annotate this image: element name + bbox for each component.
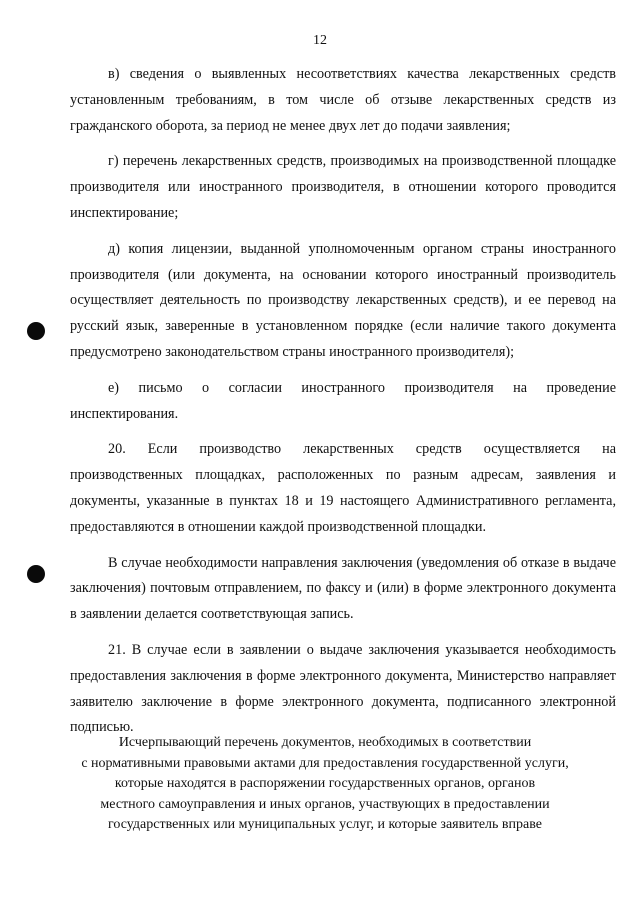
section-heading-line: местного самоуправления и иных органов, участвующих в предоставлении xyxy=(100,796,550,812)
section-heading-line: государственных или муниципальных услуг, и которые заявитель вправе xyxy=(108,817,542,832)
paragraph-21: 21. В случае если в заявлении о выдаче заключения указывается необходимость предоставления заключения в форме электронного документа, Министерство направляет заявителю заключение в форме электронного документа, подписанного электронной подписью. xyxy=(70,641,616,736)
section-heading xyxy=(60,733,590,836)
paragraph-g: г) перечень лекарственных средств, производимых на производственной площадке производителя или иностранного производителя, в отношении которого проводится инспектирование; xyxy=(70,153,616,221)
paragraph-20: 20. Если производство лекарственных средств осуществляется на производственных площадках, расположенных по разным адресам, заявления и документы, указанные в пунктах 18 и 19 настоящего Административного регламента, предоставляются в отношении каждой производственной площадки. xyxy=(70,441,616,535)
punch-hole-mark xyxy=(27,565,45,583)
paragraph-e: е) письмо о согласии иностранного производителя на проведение инспектирования. xyxy=(70,379,616,422)
paragraph-d: д) копия лицензии, выданной уполномоченным органом страны иностранного производителя (или документа, на основании которого иностранный производитель осуществляет деятельность по производству лекарственных средств), и ее перевод на русский язык, заверенные в установленном порядке (если наличие такого документа предусмотрено законодательством страны иностранного производителя); xyxy=(70,240,616,360)
section-heading-line: Исчерпывающий перечень документов, необходимых в соответствии xyxy=(118,735,532,750)
section-heading-line: которые находятся в распоряжении государственных органов, органов xyxy=(114,776,536,791)
punch-hole-mark xyxy=(27,322,45,340)
document-body xyxy=(70,62,616,741)
page-number: 12 xyxy=(313,33,327,48)
section-heading-line: с нормативными правовыми актами для предоставления государственной услуги, xyxy=(81,755,569,771)
paragraph-20-delivery: В случае необходимости направления заключения (уведомления об отказе в выдаче заключения) почтовым отправлением, по факсу и (или) в форме электронного документа в заявлении делается соответствующая запись. xyxy=(70,554,616,623)
paragraph-v: в) сведения о выявленных несоответствиях качества лекарственных средств установленным требованиям, в том числе об отзыве лекарственных средств из гражданского оборота, за период не менее двух лет до подачи заявления; xyxy=(70,66,616,134)
